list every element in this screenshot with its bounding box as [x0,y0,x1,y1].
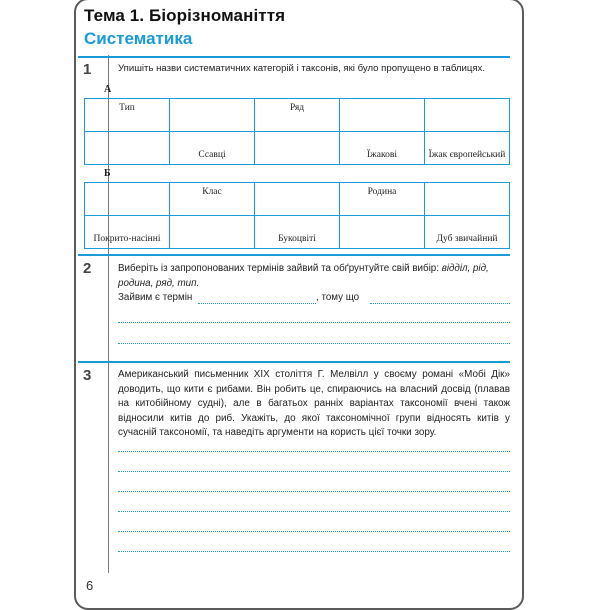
section-subtitle: Систематика [84,29,193,48]
answer-line[interactable] [118,471,510,472]
task2-instruction: Виберіть із запропонованих термінів зайвий та обґрунтуйте свій вибір: [118,263,442,274]
task2-fill-row [118,292,510,306]
answer-line[interactable] [118,343,510,344]
table-a-cell-answer[interactable] [255,132,340,165]
task1-text: Упишіть назви систематичних категорій і таксонів, які було пропущено в таблицях. [118,63,486,74]
table-b-cell: Родина [340,183,425,216]
page-number: 6 [86,578,94,593]
table-b-cell: Букоцвіті [255,216,340,249]
table-b-cell-answer[interactable] [255,183,340,216]
table-a-cell-answer[interactable] [85,132,170,165]
table-b-label: Б [104,168,111,179]
fill-prefix: Зайвим є термін [118,292,193,303]
table-b-cell: Клас [170,183,255,216]
task2-text [118,262,510,291]
table-b-row-2 [85,216,510,249]
table-b-cell-answer[interactable] [85,183,170,216]
answer-line[interactable] [118,531,510,532]
table-b-cell-answer[interactable] [340,216,425,249]
term-answer-line[interactable] [198,303,316,304]
task3-number: 3 [83,367,92,384]
answer-line[interactable] [118,511,510,512]
task2-separator [78,254,510,256]
task2-number: 2 [83,260,92,277]
table-a-row-1 [85,99,510,132]
table-b-cell: Покрито-насінні [85,216,170,249]
table-a [84,98,510,165]
task1-separator [78,56,510,58]
topic-title: Тема 1. Біорізноманіття [84,6,286,25]
table-a-cell: Їжак європейський [425,132,510,165]
answer-line[interactable] [118,491,510,492]
table-b [84,182,510,249]
table-b-row-1 [85,183,510,216]
answer-line[interactable] [118,451,510,452]
table-a-row-2 [85,132,510,165]
table-a-cell-answer[interactable] [170,99,255,132]
table-b-cell: Дуб звичайний [425,216,510,249]
answer-line[interactable] [118,551,510,552]
fill-middle: , тому що [316,292,360,303]
task3-separator [78,361,510,363]
table-a-cell: Тип [85,99,170,132]
reason-answer-line[interactable] [370,303,510,304]
answer-line[interactable] [118,322,510,323]
table-b-cell-answer[interactable] [170,216,255,249]
table-a-cell: Ссавці [170,132,255,165]
table-a-cell-answer[interactable] [425,99,510,132]
task3-text: Американський письменник XIX століття Г. Мелвілл у своєму романі «Мобі Дік» доводить, що кити є рибами. Він робить це, спираючись на власний досвід (плавав на китобійному судні), але в багатьох ранніх варіантах таксономії вчені також відносили китів до риб. Укажіть, до якої таксономічної групи відносять китів у сучасній таксономії, та наведіть аргументи на користь цієї точки зору. [118,369,510,438]
table-a-cell: Ряд [255,99,340,132]
table-b-cell-answer[interactable] [425,183,510,216]
table-a-cell-answer[interactable] [340,99,425,132]
task2-terms: відділ, рід, родина, ряд, тип. [118,263,489,289]
table-a-cell: Їжакові [340,132,425,165]
table-a-label: А [104,84,112,95]
task1-number: 1 [83,61,92,78]
